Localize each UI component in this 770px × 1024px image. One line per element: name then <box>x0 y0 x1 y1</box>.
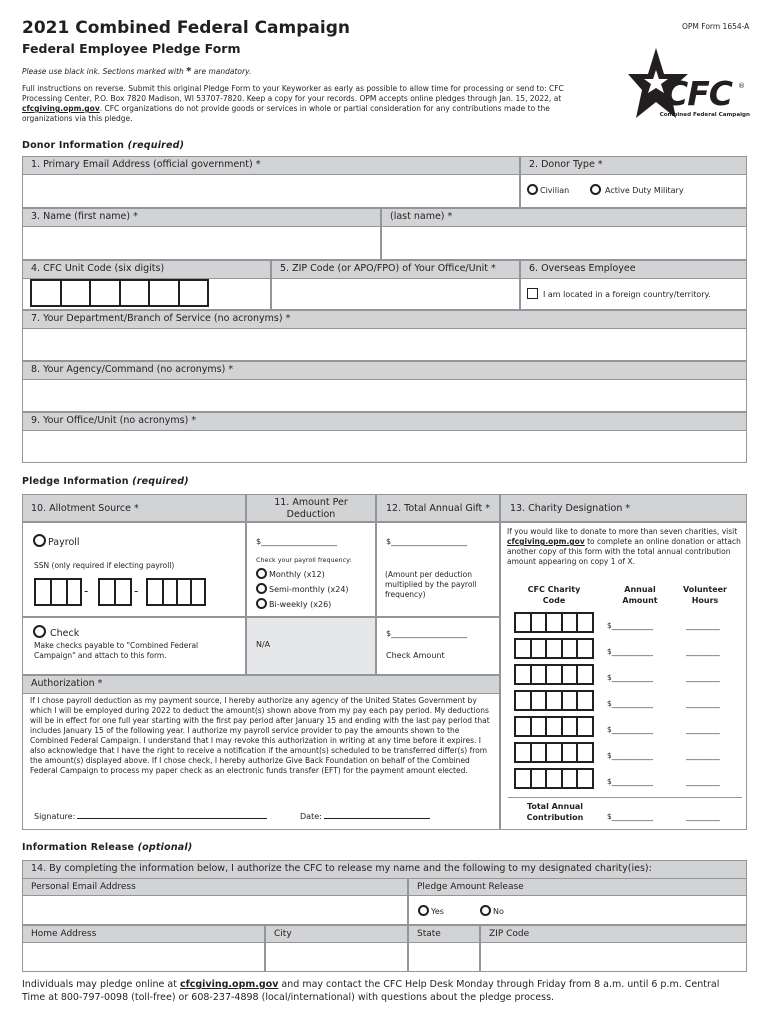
charity-code-digit[interactable] <box>563 718 579 735</box>
donor-heading <box>22 140 184 151</box>
civilian-radio[interactable] <box>527 184 569 197</box>
label-overseas: 6. Overseas Employee <box>520 260 747 279</box>
charity-annual-amount[interactable]: $___________ <box>607 621 654 630</box>
unit-digit-box[interactable] <box>62 281 92 305</box>
total-volunteer-hours[interactable]: _________ <box>686 812 720 821</box>
charity-volunteer-hours[interactable]: _________ <box>686 699 720 708</box>
charity-code-digit[interactable] <box>578 666 592 683</box>
charity-code-digit[interactable] <box>563 614 579 631</box>
personal-email-input[interactable] <box>22 895 408 925</box>
charity-code-digit[interactable] <box>578 640 592 657</box>
semimonthly-label: Semi-monthly (x24) <box>269 585 349 594</box>
overseas-checkbox[interactable] <box>527 288 711 301</box>
ink-note-suffix: are mandatory. <box>191 67 252 76</box>
semimonthly-radio[interactable] <box>256 583 349 596</box>
charity-volunteer-hours[interactable]: _________ <box>686 647 720 656</box>
charity-code-input[interactable] <box>514 742 594 763</box>
authorization-text: If I chose payroll deduction as my payment source, I hereby authorize any agency of the United States Government by which I will be employed during 2022 to deduct the amount(s) shown above from my pay each pay period. My deductions will be in effect for one full year starting with the first pay period after January 15 and ending with the last pay period that includes January 15 of the following year. I authorize my payroll service provider to pay the amounts shown to the Combined Federal Campaign. I understand that I may revoke this authorization in writing at any time before it expires. I also acknowledge that I have the right to receive a notification if the amount(s) scheduled to be transferred differ(s) from the amount(s) displayed above. If I chose check, I hereby authorize Give Back Foundation on behalf of the Combined Federal Campaign to process my paper check as an electronic funds transfer (EFT) for the payment amount elected. <box>30 696 490 775</box>
release-heading <box>22 842 192 853</box>
last-name-input[interactable] <box>381 226 747 260</box>
deduction-amount-input[interactable]: $___________________ <box>256 537 338 546</box>
label-authorization: Authorization * <box>22 675 500 694</box>
unit-digit-box[interactable] <box>180 281 208 305</box>
footer-link[interactable]: cfcgiving.opm.gov <box>179 979 279 990</box>
charity-code-digit[interactable] <box>563 666 579 683</box>
total-contribution-label: Total Annual Contribution <box>526 802 584 822</box>
col-annual-amount: Annual Amount <box>622 585 658 605</box>
unit-digit-box[interactable] <box>32 281 62 305</box>
zip-input[interactable] <box>480 942 747 972</box>
charity-volunteer-hours[interactable]: _________ <box>686 725 720 734</box>
charity-code-digit[interactable] <box>547 640 563 657</box>
unit-code-input[interactable] <box>30 279 209 307</box>
donor-heading-text: Donor Information <box>22 140 125 151</box>
label-primary-email: 1. Primary Email Address (official government) * <box>22 156 520 175</box>
ssn-dash: - <box>84 584 89 598</box>
total-gift-input[interactable]: $___________________ <box>386 537 468 546</box>
charity-code-digit[interactable] <box>532 718 548 735</box>
charity-code-digit[interactable] <box>547 614 563 631</box>
pledge-heading <box>22 476 189 487</box>
charity-code-digit[interactable] <box>516 614 532 631</box>
charity-code-input[interactable] <box>514 638 594 659</box>
payroll-radio-icon <box>33 534 46 547</box>
label-charity-designation <box>500 494 747 522</box>
charity-code-input[interactable] <box>514 612 594 633</box>
first-name-input[interactable] <box>22 226 381 260</box>
label-pledge-release: Pledge Amount Release <box>408 878 747 896</box>
check-amount-label: Check Amount <box>386 651 445 660</box>
date-field[interactable] <box>300 812 430 823</box>
charity-code-digit[interactable] <box>532 744 548 761</box>
charity-link[interactable]: cfcgiving.opm.gov <box>507 537 585 546</box>
label-amount-per-deduction <box>246 494 376 522</box>
payroll-label: Payroll <box>48 537 80 548</box>
charity-annual-amount[interactable]: $___________ <box>607 647 654 656</box>
asterisk-mark: * <box>186 66 192 77</box>
charity-code-digit[interactable] <box>547 666 563 683</box>
date-label: Date: <box>300 812 322 821</box>
date-line[interactable] <box>324 818 430 819</box>
signature-line[interactable] <box>77 818 267 819</box>
charity-code-digit[interactable] <box>578 770 592 787</box>
label-first-name: 3. Name (first name) * <box>22 208 381 227</box>
charity-code-digit[interactable] <box>532 770 548 787</box>
col-charity-code: CFC Charity Code <box>527 585 581 605</box>
monthly-radio-icon <box>256 568 267 579</box>
cfc-logo-text: CFC <box>664 74 732 113</box>
check-label: Check <box>50 628 80 639</box>
charity-code-digit[interactable] <box>578 692 592 709</box>
charity-code-digit[interactable] <box>547 718 563 735</box>
charity-annual-amount[interactable]: $___________ <box>607 725 654 734</box>
label-office: 9. Your Office/Unit (no acronyms) * <box>22 412 747 431</box>
cfc-logo-reg: ® <box>738 82 745 90</box>
signature-label: Signature: <box>34 812 76 821</box>
charity-volunteer-hours[interactable]: _________ <box>686 751 720 760</box>
instructions-text-end: . CFC organizations do not provide goods or services in whole or partial consideration for any contributions made to the organizations via this pledge. <box>22 104 550 123</box>
ssn-dash: - <box>134 584 139 598</box>
instructions <box>22 84 586 124</box>
total-contribution-amount[interactable]: $___________ <box>607 812 654 821</box>
label-agency: 8. Your Agency/Command (no acronyms) * <box>22 361 747 380</box>
signature-field[interactable] <box>34 812 267 823</box>
charity-code-input[interactable] <box>514 716 594 737</box>
biweekly-radio-icon <box>256 598 267 609</box>
charity-code-digit[interactable] <box>532 614 548 631</box>
primary-email-input[interactable] <box>22 174 520 208</box>
amount-note: (Amount per deduction multiplied by the payroll frequency) <box>385 570 477 599</box>
check-amount-cell <box>376 617 500 675</box>
charity-code-digit[interactable] <box>516 718 532 735</box>
total-annual-gift-text: 12. Total Annual Gift * <box>386 503 491 514</box>
unit-digit-box[interactable] <box>121 281 151 305</box>
charity-code-digit[interactable] <box>516 640 532 657</box>
charity-annual-amount[interactable]: $___________ <box>607 751 654 760</box>
charity-code-digit[interactable] <box>578 718 592 735</box>
charity-note-text: If you would like to donate to more than seven charities, visit <box>507 527 738 536</box>
form-subtitle: Federal Employee Pledge Form <box>22 41 241 56</box>
label-personal-email: Personal Email Address <box>22 878 408 896</box>
ink-note-prefix: Please use black ink. Sections marked with <box>22 67 187 76</box>
charity-code-digit[interactable] <box>532 692 548 709</box>
ssn-input[interactable] <box>34 578 206 606</box>
charity-code-digit[interactable] <box>563 770 579 787</box>
label-state: State <box>408 925 480 943</box>
ssn-label: SSN (only required if electing payroll) <box>34 561 175 570</box>
charity-volunteer-hours[interactable]: _________ <box>686 673 720 682</box>
charity-code-digit[interactable] <box>578 744 592 761</box>
charity-code-digit[interactable] <box>516 666 532 683</box>
charity-annual-amount[interactable]: $___________ <box>607 673 654 682</box>
footer-text-start: Individuals may pledge online at <box>22 979 180 990</box>
check-amount-input[interactable]: $___________________ <box>386 629 468 638</box>
charity-code-input[interactable] <box>514 768 594 789</box>
check-radio[interactable] <box>33 625 79 639</box>
overseas-label: I am located in a foreign country/territory. <box>543 290 711 299</box>
civilian-radio-icon <box>527 184 538 195</box>
donor-heading-req: (required) <box>127 140 185 151</box>
form-number: OPM Form 1654-A <box>682 22 750 31</box>
ssn-part-3[interactable] <box>146 578 206 606</box>
total-divider <box>508 797 742 798</box>
department-input[interactable] <box>22 328 747 361</box>
instructions-text: Full instructions on reverse. Submit this original Pledge Form to your Keyworker as early as possible to allow time for processing or send to: CFC Processing Center, P.O. Box 7820 Madison, WI 53707-7820. Keep a copy for your records. OPM accepts online pledges through Jan. 15, 2022, at <box>22 84 564 103</box>
charity-code-digit[interactable] <box>532 640 548 657</box>
unit-digit-box[interactable] <box>150 281 180 305</box>
charity-volunteer-hours[interactable]: _________ <box>686 777 720 786</box>
charity-volunteer-hours[interactable]: _________ <box>686 621 720 630</box>
label-city: City <box>265 925 408 943</box>
zip-code-input[interactable] <box>271 278 520 310</box>
charity-code-digit[interactable] <box>563 640 579 657</box>
check-note: Make checks payable to "Combined Federal Campaign" and attach to this form. <box>34 641 199 660</box>
home-address-input[interactable] <box>22 942 265 972</box>
pledge-heading-text: Pledge Information <box>22 476 129 487</box>
charity-code-digit[interactable] <box>547 692 563 709</box>
label-donor-type: 2. Donor Type * <box>520 156 747 175</box>
charity-code-digit[interactable] <box>547 744 563 761</box>
checkbox-icon <box>527 288 538 299</box>
charity-designation-text: 13. Charity Designation * <box>510 503 631 514</box>
release-heading-opt: (optional) <box>137 842 193 853</box>
release-no-radio[interactable] <box>480 905 504 918</box>
military-label: Active Duty Military <box>605 186 684 195</box>
biweekly-radio[interactable] <box>256 598 331 611</box>
agency-input[interactable] <box>22 379 747 412</box>
charity-code-digit[interactable] <box>516 744 532 761</box>
form-title: 2021 Combined Federal Campaign <box>22 18 350 38</box>
charity-code-digit[interactable] <box>578 614 592 631</box>
civilian-label: Civilian <box>540 186 570 195</box>
charity-annual-amount[interactable]: $___________ <box>607 777 654 786</box>
charity-annual-amount[interactable]: $___________ <box>607 699 654 708</box>
cfc-logo-caption: Combined Federal Campaign <box>659 112 750 118</box>
label-department: 7. Your Department/Branch of Service (no acronyms) * <box>22 310 747 329</box>
frequency-label: Check your payroll frequency: <box>256 556 352 564</box>
na-label: N/A <box>256 640 271 649</box>
label-unit-code: 4. CFC Unit Code (six digits) <box>22 260 271 279</box>
state-input[interactable] <box>408 942 480 972</box>
charity-note-text-end: to complete an online donation or attach another copy of this form with the total annual contribution amount appearing on copy 1 of X. <box>507 537 741 566</box>
charity-code-input[interactable] <box>514 690 594 711</box>
payroll-radio[interactable] <box>33 534 80 548</box>
yes-label: Yes <box>431 907 444 916</box>
ink-note <box>22 67 251 77</box>
col-volunteer-hours: Volunteer Hours <box>682 585 727 605</box>
city-input[interactable] <box>265 942 408 972</box>
charity-code-digit[interactable] <box>516 692 532 709</box>
semimonthly-radio-icon <box>256 583 267 594</box>
label-home-address: Home Address <box>22 925 265 943</box>
release-heading-text: Information Release <box>22 842 135 853</box>
cfc-logo <box>626 44 750 126</box>
footer-text-end: and may contact the CFC Help Desk Monday through Friday from 8 a.m. until 6 p.m. Central Time at 800-797-0098 (toll-free) or 608-237-4898 (local/international) with questions about the pledge process. <box>22 979 720 1003</box>
office-input[interactable] <box>22 430 747 463</box>
label-last-name: (last name) * <box>381 208 747 227</box>
charity-note <box>507 527 743 567</box>
label-allotment-source <box>22 494 246 522</box>
biweekly-label: Bi-weekly (x26) <box>269 600 332 609</box>
label-release-consent: 14. By completing the information below, I authorize the CFC to release my name and the following to my designated charity(ies): <box>22 860 747 879</box>
ssn-part-2[interactable] <box>98 578 132 606</box>
instructions-link[interactable]: cfcgiving.opm.gov <box>22 104 100 113</box>
unit-digit-box[interactable] <box>91 281 121 305</box>
footer-text <box>22 978 742 1004</box>
charity-code-input[interactable] <box>514 664 594 685</box>
monthly-radio[interactable] <box>256 568 325 581</box>
military-radio-icon <box>590 184 601 195</box>
label-total-annual-gift <box>376 494 500 522</box>
monthly-label: Monthly (x12) <box>269 570 325 579</box>
check-radio-icon <box>33 625 46 638</box>
ssn-part-1[interactable] <box>34 578 82 606</box>
pledge-heading-req: (required) <box>132 476 189 487</box>
charity-code-digit[interactable] <box>547 770 563 787</box>
yes-radio-icon <box>418 905 429 916</box>
no-label: No <box>493 907 504 916</box>
allotment-source-text: 10. Allotment Source * <box>31 503 139 514</box>
military-radio[interactable] <box>590 184 684 197</box>
release-yes-radio[interactable] <box>418 905 444 918</box>
charity-code-digit[interactable] <box>516 770 532 787</box>
charity-code-digit[interactable] <box>563 744 579 761</box>
no-radio-icon <box>480 905 491 916</box>
charity-code-digit[interactable] <box>532 666 548 683</box>
pledge-release-area <box>408 895 747 925</box>
amount-per-deduction-text: 11. Amount Per Deduction <box>274 497 348 520</box>
charity-code-digit[interactable] <box>563 692 579 709</box>
label-zip: ZIP Code <box>480 925 747 943</box>
label-zip-code: 5. ZIP Code (or APO/FPO) of Your Office/Unit * <box>271 260 520 279</box>
